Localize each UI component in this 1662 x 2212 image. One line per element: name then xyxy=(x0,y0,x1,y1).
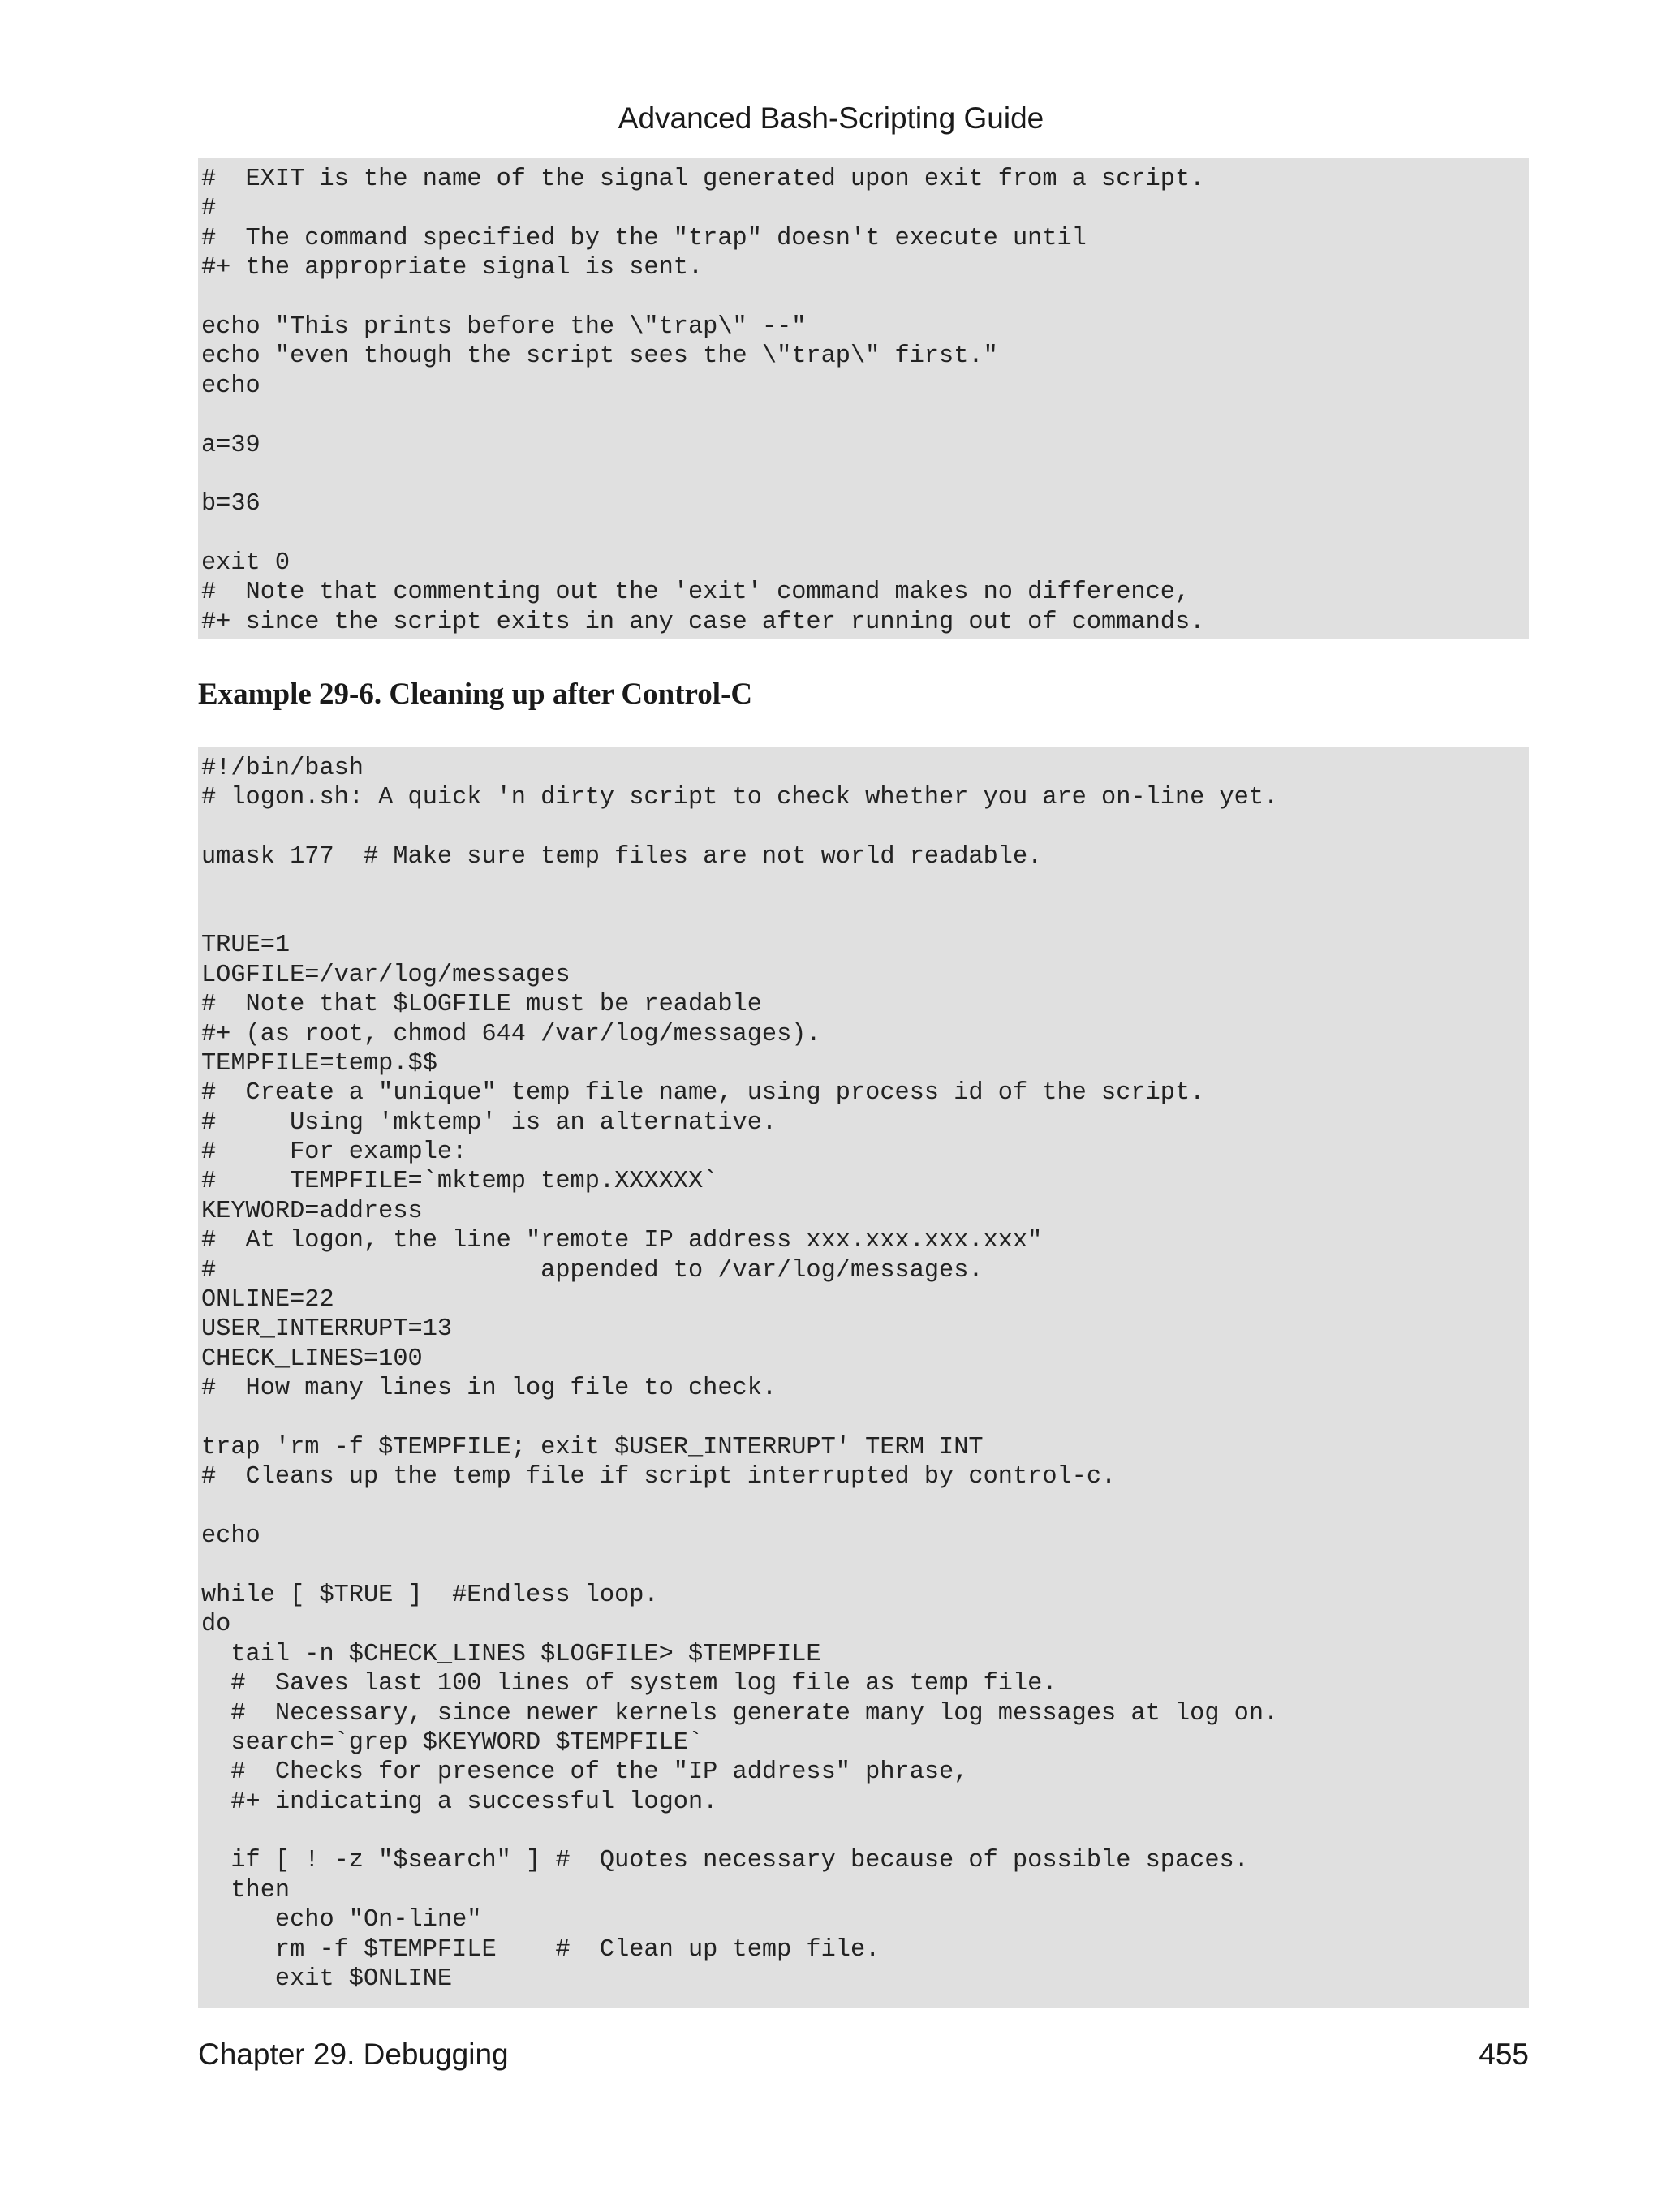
code-line: # xyxy=(201,195,217,223)
code-line: echo xyxy=(201,1522,260,1551)
code-line: # Note that commenting out the 'exit' command makes no difference, xyxy=(201,579,1191,607)
page-header: Advanced Bash-Scripting Guide xyxy=(618,101,1044,135)
code-line: umask 177 # Make sure temp files are not world readable. xyxy=(201,843,1043,871)
code-line xyxy=(201,813,1529,842)
code-line: #+ indicating a successful logon. xyxy=(201,1788,718,1816)
code-line xyxy=(201,872,1529,902)
code-line: # logon.sh: A quick 'n dirty script to check whether you are on-line yet. xyxy=(201,784,1279,812)
code-line: # How many lines in log file to check. xyxy=(201,1375,777,1403)
code-line: CHECK_LINES=100 xyxy=(201,1345,423,1373)
code-line xyxy=(201,283,1529,312)
code-line: # For example: xyxy=(201,1138,467,1167)
code-line: TRUE=1 xyxy=(201,932,291,960)
code-line: if [ ! -z "$search" ] # Quotes necessary because of possible spaces. xyxy=(201,1847,1249,1875)
code-line: echo "even though the script sees the \"trap\" first." xyxy=(201,342,998,371)
code-line: tail -n $CHECK_LINES $LOGFILE> $TEMPFILE xyxy=(201,1640,821,1668)
code-line: # Create a "unique" temp file name, using process id of the script. xyxy=(201,1079,1205,1108)
code-line: ONLINE=22 xyxy=(201,1286,334,1315)
code-line: #+ (as root, chmod 644 /var/log/messages). xyxy=(201,1020,821,1048)
footer-chapter-title: Chapter 29. Debugging xyxy=(198,2038,509,2071)
code-line: # TEMPFILE=`mktemp temp.XXXXXX` xyxy=(201,1168,718,1196)
code-line: # Note that $LOGFILE must be readable xyxy=(201,991,762,1019)
code-line xyxy=(201,1492,1529,1521)
code-line: # Using 'mktemp' is an alternative. xyxy=(201,1108,777,1137)
code-line: # Necessary, since newer kernels generate many log messages at log on. xyxy=(201,1699,1279,1728)
code-line: # Cleans up the temp file if script interrupted by control-c. xyxy=(201,1463,1117,1491)
code-line: # At logon, the line "remote IP address xxx.xxx.xxx.xxx" xyxy=(201,1227,1043,1255)
code-line: do xyxy=(201,1611,231,1639)
code-line: trap 'rm -f $TEMPFILE; exit $USER_INTERRUPT' TERM INT xyxy=(201,1433,984,1461)
code-line: b=36 xyxy=(201,490,260,519)
code-line xyxy=(201,902,1529,931)
code-line: search=`grep $KEYWORD $TEMPFILE` xyxy=(201,1728,704,1757)
example-title: Example 29-6. Cleaning up after Control-C xyxy=(198,678,753,711)
code-line xyxy=(201,460,1529,489)
code-line: # EXIT is the name of the signal generated upon exit from a script. xyxy=(201,166,1205,193)
code-line: echo "On-line" xyxy=(201,1906,482,1934)
code-line: # Checks for presence of the "IP address" phrase, xyxy=(201,1758,969,1787)
code-block-logon-script xyxy=(198,747,1529,2008)
code-line: TEMPFILE=temp.$$ xyxy=(201,1049,437,1078)
code-line: echo "This prints before the \"trap\" --" xyxy=(201,312,807,341)
code-block-exit-trap xyxy=(198,158,1529,639)
code-line xyxy=(201,401,1529,430)
code-line xyxy=(201,1817,1529,1846)
code-line: # appended to /var/log/messages. xyxy=(201,1256,984,1285)
code-line: then xyxy=(201,1876,291,1904)
code-line xyxy=(201,1404,1529,1433)
code-line: KEYWORD=address xyxy=(201,1197,423,1225)
code-line xyxy=(201,1551,1529,1581)
code-line: a=39 xyxy=(201,431,260,459)
code-line: exit $ONLINE xyxy=(201,1965,453,1994)
code-line: exit 0 xyxy=(201,549,291,578)
code-line: #!/bin/bash xyxy=(201,755,364,782)
code-line: # Saves last 100 lines of system log file as temp file. xyxy=(201,1670,1057,1698)
code-line: LOGFILE=/var/log/messages xyxy=(201,961,571,989)
code-line: echo xyxy=(201,372,260,400)
code-line: #+ since the script exits in any case after running out of commands. xyxy=(201,608,1205,636)
code-line: # The command specified by the "trap" doesn't execute until xyxy=(201,224,1087,252)
footer-page-number: 455 xyxy=(1479,2038,1529,2071)
code-line xyxy=(201,519,1529,549)
code-line: rm -f $TEMPFILE # Clean up temp file. xyxy=(201,1935,881,1964)
code-line: USER_INTERRUPT=13 xyxy=(201,1315,453,1344)
code-line: while [ $TRUE ] #Endless loop. xyxy=(201,1581,659,1609)
code-line: #+ the appropriate signal is sent. xyxy=(201,254,704,282)
